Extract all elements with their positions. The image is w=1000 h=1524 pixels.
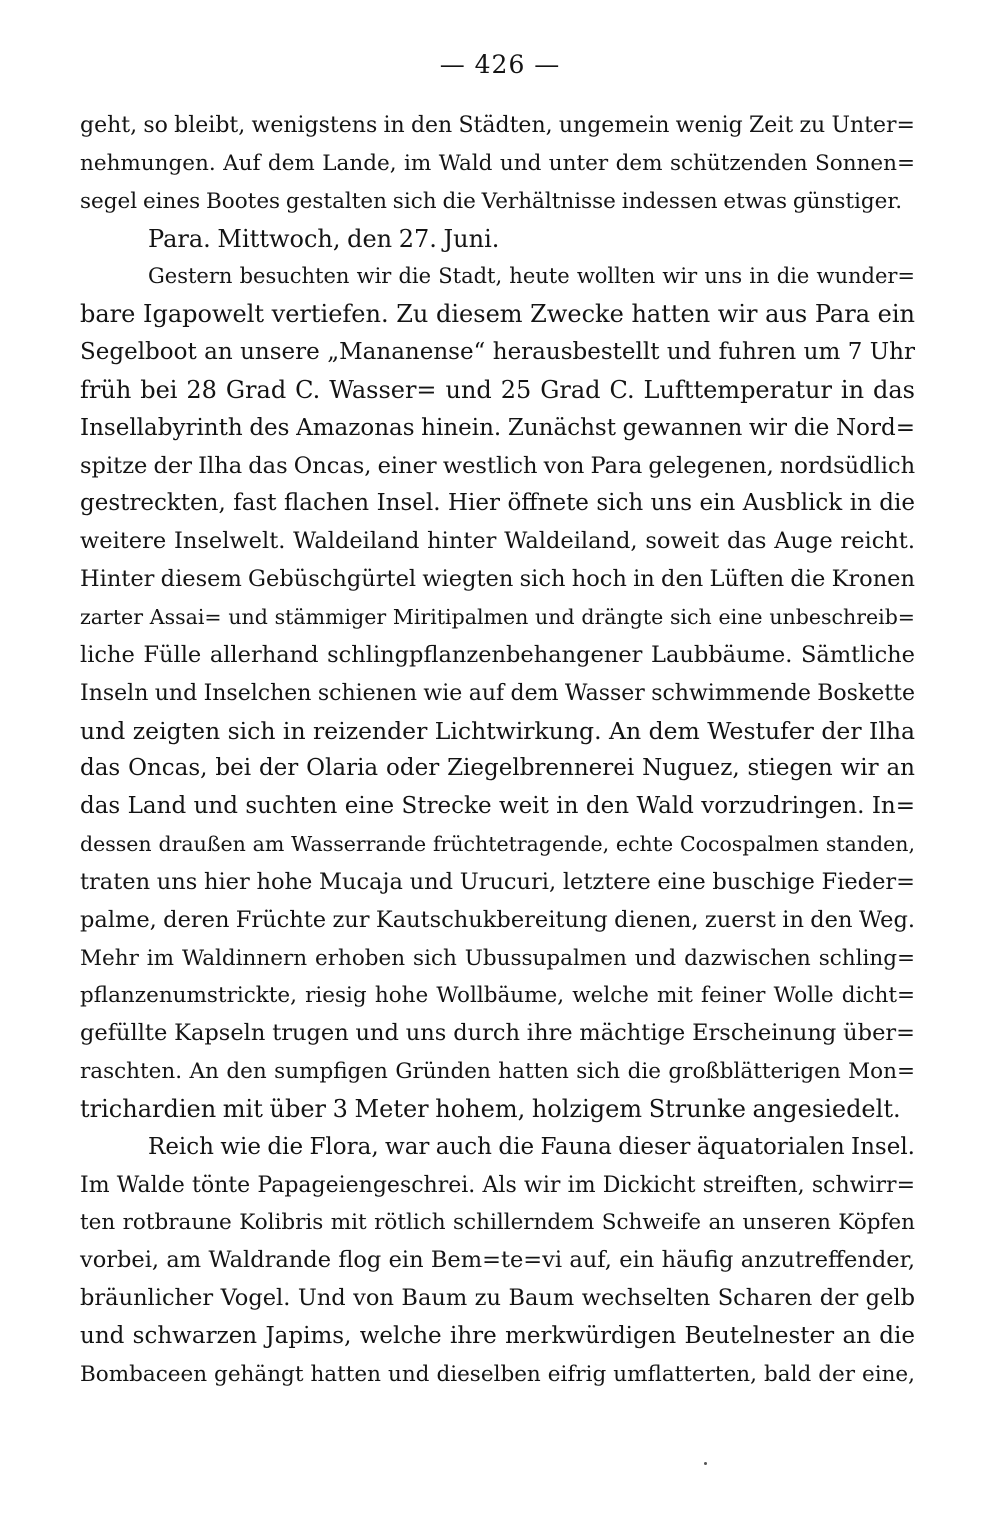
text-line: Reich wie die Flora, war auch die Fauna dieser äquatorialen Insel.	[148, 1133, 915, 1160]
text-line: geht, so bleibt, wenigstens in den Städten, ungemein wenig Zeit zu Unter=	[80, 113, 915, 138]
text-line: traten uns hier hohe Mucaja und Urucuri, letztere eine buschige Fieder=	[80, 868, 915, 895]
text-line: das Oncas, bei der Olaria oder Ziegelbrennerei Nuguez, stiegen wir an	[80, 755, 915, 782]
text-line: bräunlicher Vogel. Und von Baum zu Baum wechselten Scharen der gelb	[80, 1285, 915, 1312]
text-line: trichardien mit über 3 Meter hohem, holzigem Strunke angesiedelt.	[80, 1094, 901, 1123]
text-line: dessen draußen am Wasserrande früchtetragende, echte Cocospalmen standen,	[80, 832, 915, 857]
page-number: — 426 —	[439, 50, 561, 79]
text-line: segel eines Bootes gestalten sich die Verhältnisse indessen etwas günstiger.	[80, 188, 903, 214]
text-line: spitze der Ilha das Oncas, einer westlich von Para gelegenen, nordsüdlich	[80, 452, 916, 479]
text-line: palme, deren Früchte zur Kautschukbereitung dienen, zuerst in den Weg.	[80, 906, 915, 933]
text-line: vorbei, am Waldrande flog ein Bem=te=vi auf, ein häufig anzutreffender,	[80, 1247, 915, 1274]
text-line: und schwarzen Japims, welche ihre merkwürdigen Beutelnester an die	[80, 1323, 915, 1349]
text-line: pflanzenumstrickte, riesig hohe Wollbäume, welche mit feiner Wolle dicht=	[80, 983, 915, 1009]
text-line: bare Igapowelt vertiefen. Zu diesem Zwecke hatten wir aus Para ein	[80, 300, 915, 329]
text-line: gefüllte Kapseln trugen und uns durch ihre mächtige Erscheinung über=	[80, 1020, 915, 1047]
text-line: Segelboot an unsere „Mananense“ herausbestellt und fuhren um 7 Uhr	[80, 339, 915, 366]
text-line: liche Fülle allerhand schlingpflanzenbehangener Laubbäume. Sämtliche	[80, 641, 915, 668]
text-line: weitere Inselwelt. Waldeiland hinter Waldeiland, soweit das Auge reicht.	[80, 528, 915, 555]
text-line: und zeigten sich in reizender Lichtwirkung. An dem Westufer der Ilha	[80, 716, 915, 745]
text-line: ten rotbraune Kolibris mit rötlich schillerndem Schweife an unseren Köpfen	[80, 1210, 915, 1236]
text-line: Mehr im Waldinnern erhoben sich Ubussupalmen und dazwischen schling=	[80, 945, 915, 971]
text-line: Im Walde tönte Papageiengeschrei. Als wir im Dickicht streiften, schwirr=	[80, 1172, 915, 1198]
text-line: gestreckten, fast flachen Insel. Hier öffnete sich uns ein Ausblick in die	[80, 490, 915, 517]
text-line: Insellabyrinth des Amazonas hinein. Zunächst gewannen wir die Nord=	[80, 414, 915, 441]
paper-speck	[704, 1462, 707, 1465]
text-line: Hinter diesem Gebüschgürtel wiegten sich hoch in den Lüften die Kronen	[80, 566, 915, 593]
text-line: Para. Mittwoch, den 27. Juni.	[148, 224, 500, 253]
text-line: Gestern besuchten wir die Stadt, heute wollten wir uns in die wunder=	[148, 264, 915, 289]
text-line: raschten. An den sumpfigen Gründen hatten sich die großblätterigen Mon=	[80, 1059, 915, 1085]
text-line: nehmungen. Auf dem Lande, im Wald und unter dem schützenden Sonnen=	[80, 150, 915, 176]
text-line: zarter Assai= und stämmiger Miritipalmen und drängte sich eine unbeschreib=	[80, 604, 915, 629]
text-line: Bombaceen gehängt hatten und dieselben eifrig umflatterten, bald der eine,	[80, 1361, 915, 1387]
text-line: früh bei 28 Grad C. Wasser= und 25 Grad C. Lufttemperatur in das	[80, 375, 915, 404]
text-line: Inseln und Inselchen schienen wie auf dem Wasser schwimmende Boskette	[80, 680, 915, 706]
body-text	[80, 107, 915, 1394]
text-line: das Land und suchten eine Strecke weit in den Wald vorzudringen. In=	[80, 793, 915, 820]
